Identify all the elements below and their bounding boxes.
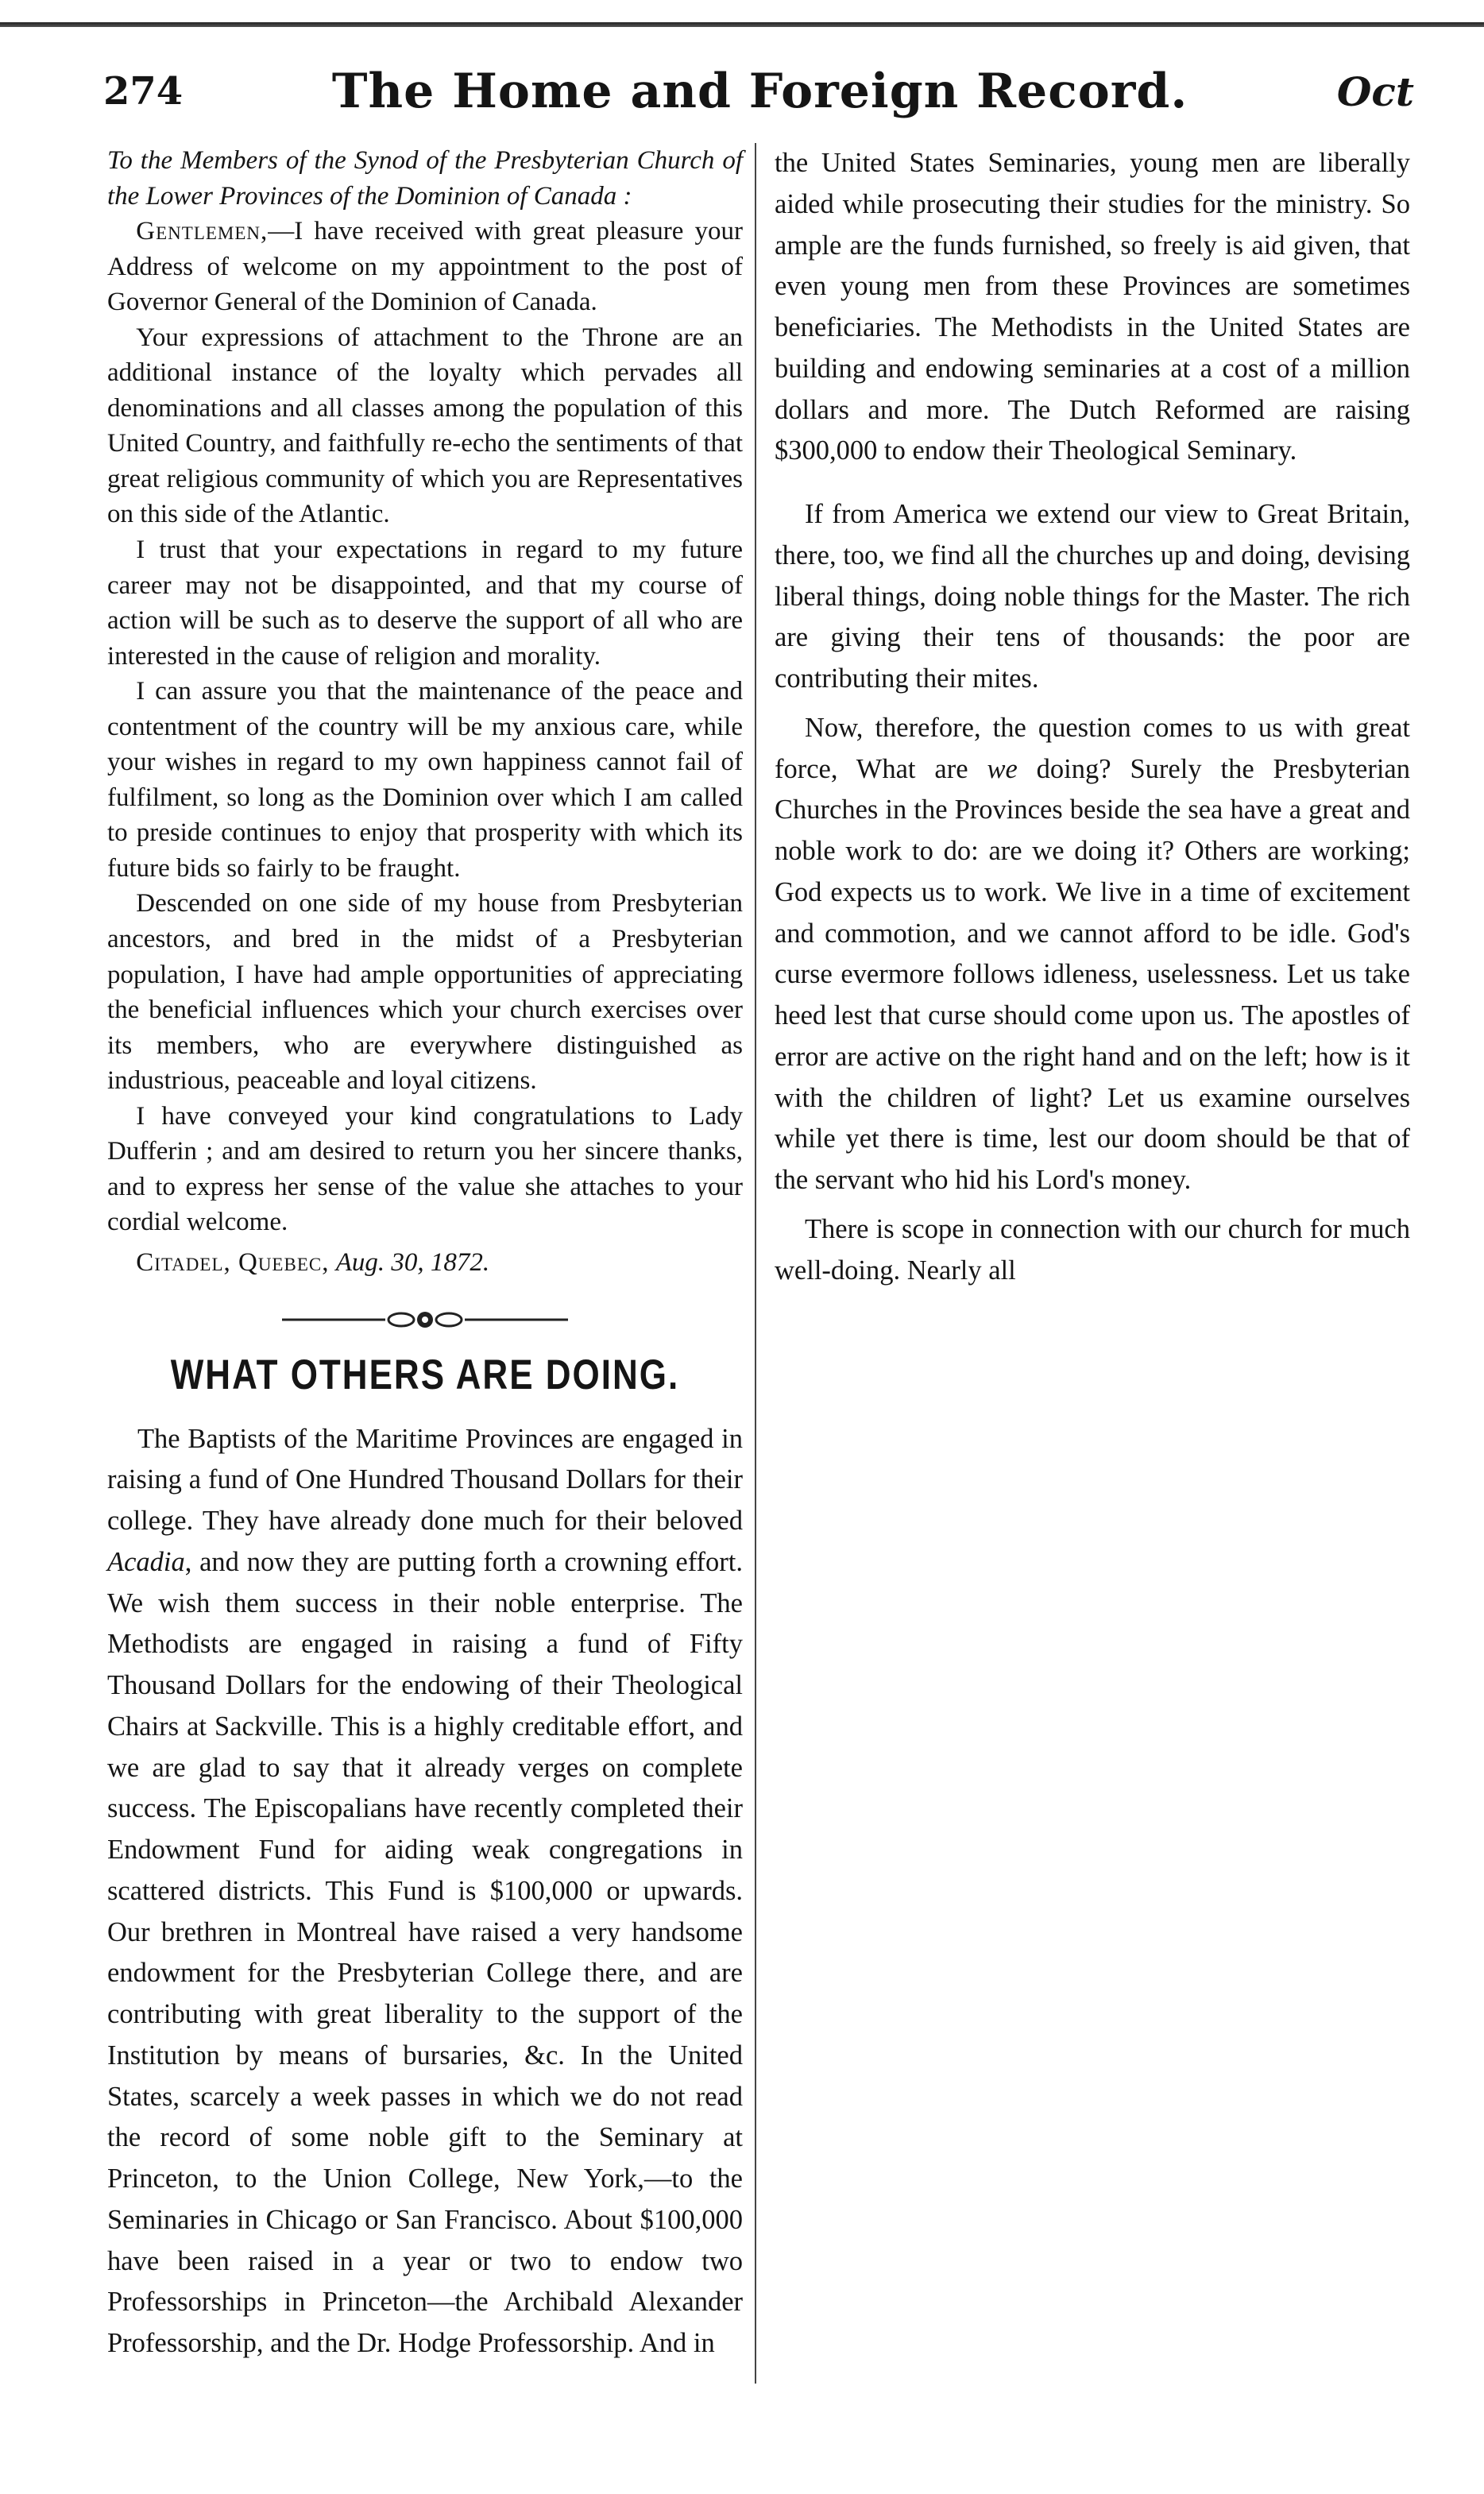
article-paragraph-1-continued: the United States Seminaries, young men are liberally aided while prosecuting their studies for the ministry. So ample are the funds furnished, so freely is aid given, that even young men from these Provinces are sometimes beneficiaries. The Methodists in the United States are building and endowing seminaries at a cost of a million dollars and more. The Dutch Reformed are raising $300,000 to endow their Theological Seminary. bbox=[775, 148, 1410, 466]
governor-reply-letter bbox=[107, 143, 743, 1281]
ornament-flourish-icon bbox=[266, 1309, 584, 1330]
letter-dateline bbox=[107, 1245, 743, 1281]
letter-opening-word: Gentlemen, bbox=[136, 217, 269, 246]
section-divider-ornament bbox=[107, 1308, 743, 1332]
article-paragraph-3-part-b: doing? Surely the Presbyterian Churches in the Provinces beside the sea have a great and noble work to do: are we doing it? Others are working; God expects us to work. We live in a time of excitement and commotion, and we cannot afford to be idle. God's curse evermore follows idleness, uselessness. Let us take heed lest that curse should come upon us. The apostles of error are active on the right hand and on the left; how is it with the children of light? Let us examine ourselves while yet there is time, lest our doom should be that of the servant who hid his Lord's money. bbox=[775, 753, 1410, 1195]
letter-salutation: To the Members of the Synod of the Presbyterian Church of the Lower Provinces of the Dominion of Canada : bbox=[107, 146, 743, 211]
article-paragraph-1 bbox=[107, 1419, 743, 2364]
letter-date: Aug. 30, 1872. bbox=[335, 1247, 490, 1277]
article-we: we bbox=[987, 753, 1018, 784]
page-header bbox=[103, 56, 1414, 127]
article-paragraph-2: If from America we extend our view to Great Britain, there, too, we find all the churches up and doing, devising liberal things, doing noble things for the Master. The rich are giving their tens of thousands: the poor are contributing their mites. bbox=[775, 499, 1411, 694]
letter-place: Citadel, Quebec, bbox=[136, 1247, 330, 1277]
letter-paragraph-5: Descended on one side of my house from Presbyterian ancestors, and bred in the midst of a Presbyterian population, I have had ample opportunities of appreciating the beneficial influences which your church exercises over its members, who are everywhere distinguished as industrious, peaceable and loyal citizens. bbox=[107, 889, 743, 1096]
letter-paragraph-6: I have conveyed your kind congratulations to Lady Dufferin ; and am desired to return you her sincere thanks, and to express her sense of the value she attaches to your cordial welcome. bbox=[107, 1101, 743, 1237]
article-paragraph-3 bbox=[775, 708, 1410, 1201]
letter-paragraph-3: I trust that your expectations in regard to my future career may not be disappointed, and that my course of action will be such as to deserve the support of all who are interested in the cause of religion and morality. bbox=[107, 536, 743, 671]
page-number: 274 bbox=[103, 69, 184, 114]
letter-paragraph-1-text: —I have received with great pleasure your Address of welcome on my appointment to the post of Governor General of the Dominion of Canada. bbox=[107, 217, 743, 317]
issue-month: Oct bbox=[1336, 68, 1414, 115]
article-paragraph-1-part-b: , and now they are putting forth a crowning effort. We wish them success in their noble enterprise. The Methodists are engaged in raising a fund of Fifty Thousand Dollars for the endowing of their Theological Chairs at Sackville. This is a highly creditable effort, and we are glad to say that it already verges on complete success. The Episcopalians have recently completed their Endowment Fund for aiding weak congregations in scattered districts. This Fund is $100,000 or upwards. Our brethren in Montreal have raised a very handsome endowment for the Presbyterian College there, and are contributing with great liberality to the support of the Institution by means of bursaries, &c. In the United States, scarcely a week passes in which we do not read the record of some noble gift to the Seminary at Princeton, to the Union College, New York,—to the Seminaries in Chicago or San Francisco. About $100,000 have been raised in a year or two to endow two Professorships in Princeton—the Archibald Alexander Professorship, and the Dr. Hodge Professorship. And in bbox=[107, 1546, 743, 2358]
top-border-rule bbox=[0, 22, 1484, 27]
left-column bbox=[107, 143, 743, 2364]
letter-paragraph-4: I can assure you that the maintenance of the peace and contentment of the country will be my anxious care, while your wishes in regard to my own happiness cannot fail of fulfilment, so long as the Dominion over which I am called to preside continues to enjoy that prosperity with which its future bids so fairly to be fraught. bbox=[107, 677, 743, 883]
article-paragraph-4: There is scope in connection with our church for much well-doing. Nearly all bbox=[775, 1213, 1410, 1286]
letter-paragraph-1 bbox=[107, 214, 743, 320]
article-paragraph-1-part-a: The Baptists of the Maritime Provinces are engaged in raising a fund of One Hundred Thousand Dollars for their college. They have already done much for their beloved bbox=[107, 1423, 743, 1536]
article-acadia: Acadia bbox=[107, 1546, 185, 1577]
right-column bbox=[775, 143, 1410, 1291]
article-heading: WHAT OTHERS ARE DOING. bbox=[170, 1351, 680, 1398]
letter-paragraph-2: Your expressions of attachment to the Throne are an additional instance of the loyalty which pervades all denominations and all classes among the population of this United Country, and faithfully re-echo the sentiments of that great religious community of which you are Representatives on this side of the Atlantic. bbox=[107, 323, 743, 529]
running-title: The Home and Foreign Record. bbox=[331, 64, 1188, 119]
article-paragraph-3-part-a: Now, therefore, the question comes to us with great force, What are bbox=[775, 712, 1410, 784]
column-divider bbox=[755, 143, 756, 2384]
